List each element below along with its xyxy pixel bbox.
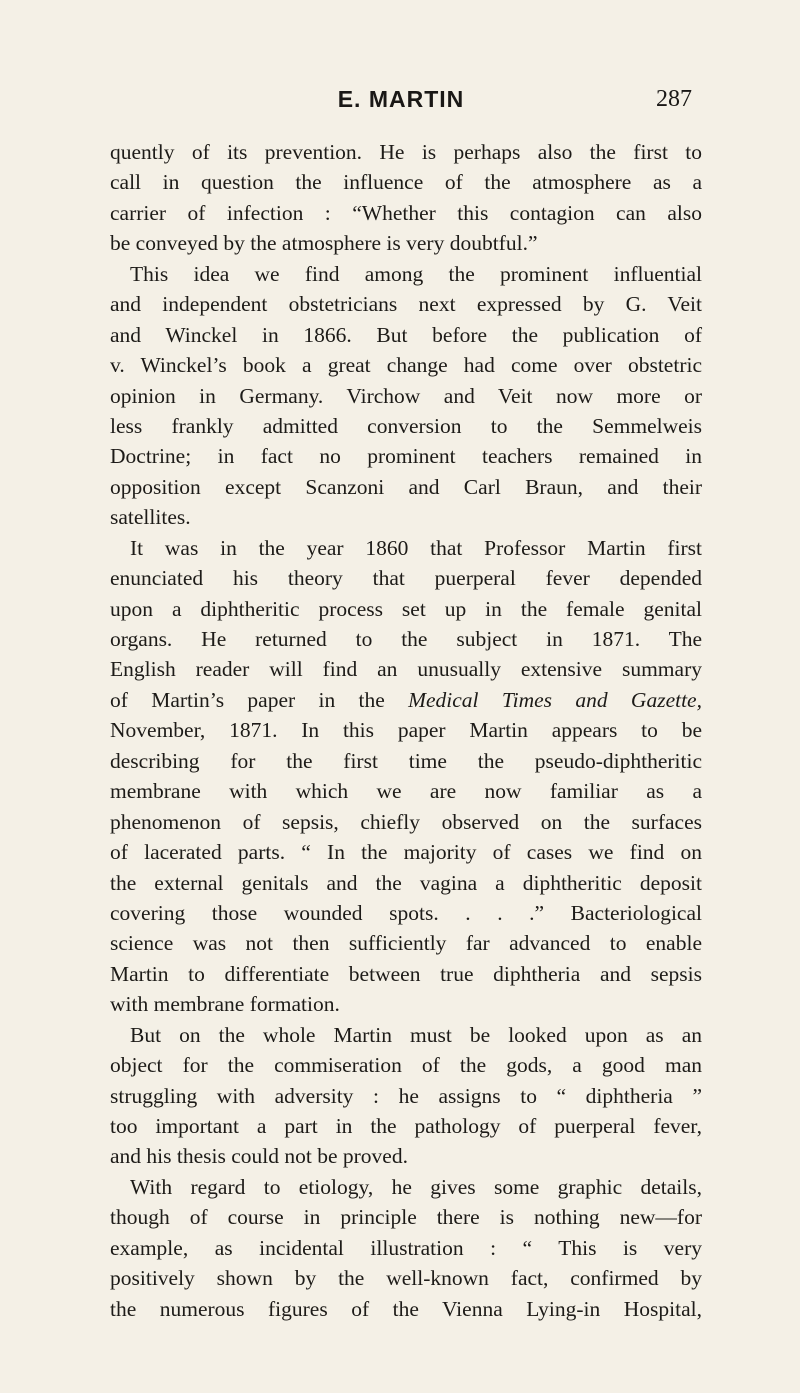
- text-line: [110, 1233, 702, 1263]
- text-line-content: be conveyed by the atmosphere is very doubtful.”: [110, 231, 538, 256]
- text-line-content: opinion in Germany. Virchow and Veit now more or: [110, 383, 702, 408]
- header-title: E. MARTIN: [337, 86, 465, 112]
- text-line: [110, 1081, 702, 1111]
- text-line: [110, 898, 702, 928]
- text-line-content: with membrane formation.: [110, 992, 340, 1017]
- text-line: [110, 167, 702, 197]
- text-line-content: opposition except Scanzoni and Carl Braun, and their: [110, 474, 702, 499]
- text-line-content: Doctrine; in fact no prominent teachers remained in: [110, 444, 702, 469]
- text-line-content: too important a part in the pathology of puerperal fever,: [110, 1114, 702, 1138]
- text-line: [110, 1050, 702, 1080]
- page-number: 287: [656, 86, 692, 112]
- text-line-content: membrane with which we are now familiar as a: [110, 779, 702, 804]
- text-line: [110, 1111, 702, 1141]
- text-line: [110, 959, 702, 989]
- text-line-content: With regard to etiology, he gives some graphic details,: [130, 1174, 702, 1199]
- text-line: [110, 654, 702, 684]
- text-line-content: English reader will find an unusually extensive summary: [110, 657, 702, 682]
- text-line-content: phenomenon of sepsis, chiefly observed on the surfaces: [110, 809, 702, 834]
- text-line: [110, 563, 702, 593]
- text-line: [110, 624, 702, 654]
- text-line: [110, 989, 702, 1019]
- text-line: [110, 1172, 702, 1202]
- text-line-content: and his thesis could not be proved.: [110, 1144, 408, 1169]
- text-line: [110, 289, 702, 319]
- text-line-content: though of course in principle there is nothing new—for: [110, 1205, 702, 1230]
- text-line-content: v. Winckel’s book a great change had come over obstetric: [110, 353, 702, 378]
- text-line-content: Martin to differentiate between true diphtheria and sepsis: [110, 961, 702, 986]
- text-line-content: But on the whole Martin must be looked upon as an: [130, 1022, 702, 1047]
- text-line-content: science was not then sufficiently far advanced to enable: [110, 931, 702, 956]
- text-line-content: and independent obstetricians next expressed by G. Veit: [110, 292, 702, 317]
- text-line-content: satellites.: [110, 505, 191, 530]
- text-line: [110, 228, 702, 258]
- text-line: [110, 868, 702, 898]
- text-line: [110, 320, 702, 350]
- text-line-content: It was in the year 1860 that Professor Martin first: [130, 535, 702, 560]
- text-line-content: enunciated his theory that puerperal fever depended: [110, 566, 702, 591]
- text-line: [110, 746, 702, 776]
- text-line: [110, 381, 702, 411]
- text-line: [110, 807, 702, 837]
- text-line-content: covering those wounded spots. . . .” Bacteriological: [110, 900, 702, 925]
- text-line-content: describing for the first time the pseudo-diphtheritic: [110, 748, 702, 773]
- text-line-content: example, as incidental illustration : “ This is very: [110, 1235, 702, 1260]
- text-line-content: quently of its prevention. He is perhaps also the first to: [110, 140, 702, 164]
- text-line: [110, 837, 702, 867]
- text-line: [110, 1294, 702, 1324]
- italic-title: Medical Times and Gazette,: [408, 687, 702, 712]
- text-line-content: November, 1871. In this paper Martin appears to be: [110, 718, 702, 743]
- text-line: [110, 350, 702, 380]
- text-line-content: object for the commiseration of the gods, a good man: [110, 1053, 702, 1078]
- text-line-content: call in question the influence of the atmosphere as a: [110, 170, 702, 195]
- text-line: [110, 776, 702, 806]
- text-line: [110, 411, 702, 441]
- text-line: [110, 441, 702, 471]
- text-line: [110, 715, 702, 745]
- text-line-content: the numerous figures of the Vienna Lying-in Hospital,: [110, 1296, 702, 1321]
- text-line: [110, 472, 702, 502]
- text-line-content: the external genitals and the vagina a diphtheritic deposit: [110, 870, 702, 895]
- text-line-content: positively shown by the well-known fact, confirmed by: [110, 1266, 702, 1291]
- text-line: [110, 502, 702, 532]
- text-line: [110, 594, 702, 624]
- text-line-content: and Winckel in 1866. But before the publication of: [110, 322, 702, 347]
- text-line: [110, 685, 702, 715]
- text-line: [110, 259, 702, 289]
- text-line-content: less frankly admitted conversion to the Semmelweis: [110, 413, 702, 438]
- running-header: [110, 86, 692, 120]
- body-text: [110, 137, 702, 1324]
- text-line: [110, 928, 702, 958]
- text-line: [110, 1202, 702, 1232]
- text-line: [110, 1141, 702, 1171]
- text-line: [110, 198, 702, 228]
- text-line: [110, 533, 702, 563]
- text-line-content: carrier of infection : “Whether this contagion can also: [110, 200, 702, 225]
- text-line-content: struggling with adversity : he assigns to “ diphtheria ”: [110, 1083, 702, 1108]
- text-line: [110, 1263, 702, 1293]
- text-line-content: of Martin’s paper in the: [110, 687, 409, 712]
- text-line-content: This idea we find among the prominent influential: [130, 261, 702, 286]
- text-line: [110, 1020, 702, 1050]
- text-line-content: organs. He returned to the subject in 1871. The: [110, 627, 702, 651]
- text-line: [110, 137, 702, 167]
- text-line-content: upon a diphtheritic process set up in the female genital: [110, 596, 702, 621]
- text-line-content: of lacerated parts. “ In the majority of cases we find on: [110, 840, 702, 865]
